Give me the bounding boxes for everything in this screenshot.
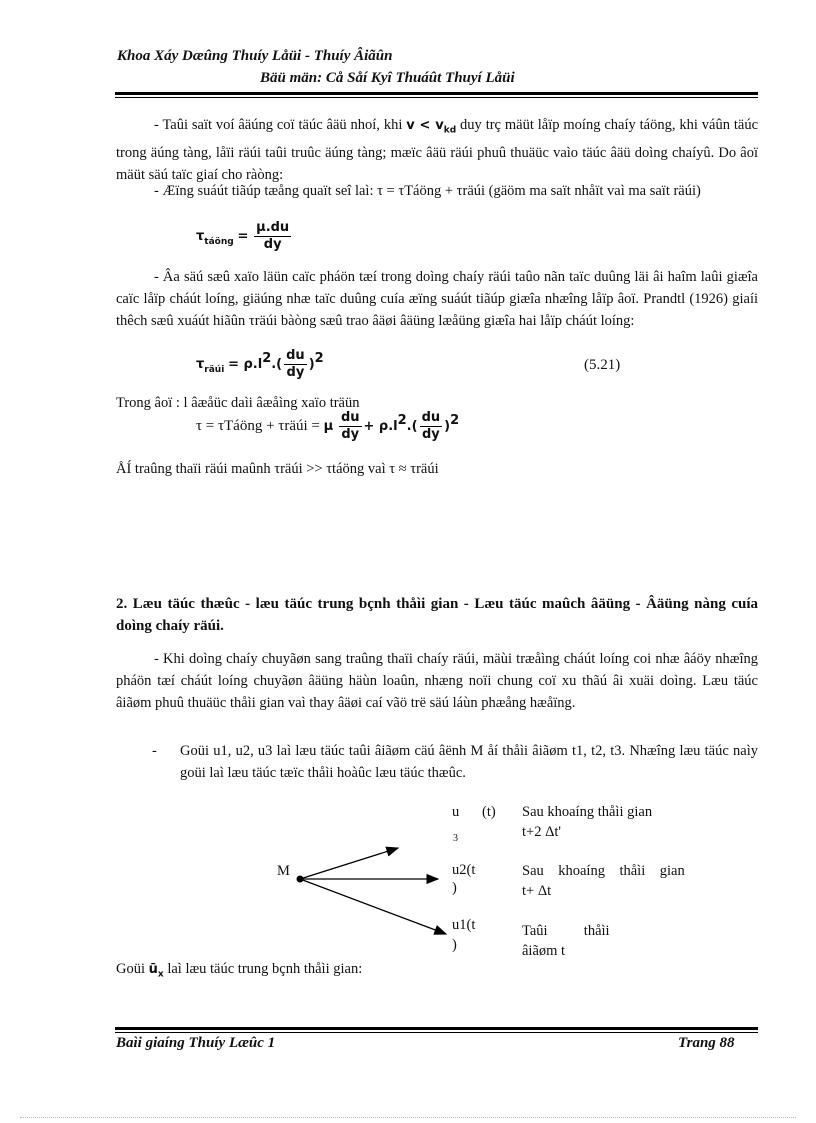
u1-label-close: ): [452, 937, 457, 953]
u3-time: (t): [482, 804, 496, 820]
equation-total-stress: τ = τTáöng + τräúi = μ $\frac{du}{dy}$ + $\rho.l^2$.( $\frac{du}{dy}$ )$^2$: [196, 410, 460, 442]
paragraph-shear-stress: - Æïng suáút tiãúp tæång quaït seî laì: τ = τTáöng + τräúi (gäöm ma saït nhåït vaì ma saït räúi): [154, 183, 701, 199]
tau-turbulent-symbol: τräúi: [248, 313, 278, 329]
paragraph-instant-velocity: - Goüi u1, u2, u3 laì læu täúc taûi âiãøm cäú âënh M åí thåìi âiãøm t1, t2, t3. Nhæîng læu täúc naìy goüi laì læu täúc tæïc thåìi hoàûc læu täúc thæûc.: [152, 743, 758, 781]
line-mean-velocity: Goüi $ū_x$ laì læu täúc trung bçnh thåìi gian:: [116, 961, 363, 980]
paragraph-turbulent-flow: - Khi doìng chaíy chuyãøn sang traûng thaïi chaíy räúi, mäùi træåìng cháút loíng coi nhæ âáöy nhæîng pháön tæí cháút loíng chuyãøn âäüng häùn loaûn, nhæng noïi chung coï xu thãú âi xuäi doìng. Læu täúc âiãøm phuû thuäüc thåìi gian vaì thay âäøi caí vãö trë säú láùn phæång hæåïng.: [116, 651, 758, 711]
u2-description-line1: Sau khoaíng thåìi gian: [522, 863, 685, 879]
u3-subscript: 3: [453, 833, 458, 844]
paragraph-prandtl: - Âa säú sæû xaïo läün caïc pháön tæí trong doìng chaíy räúi taûo nãn taïc duûng läi âi haîm laûi giæîa caïc låïp cháút loíng, giäúng nhæ taïc duûng cuía æïng suáút tiãúp giæîa nhæîng låïp âoï. Prandtl (1926) giaíi thêch sæû xuáút hiãûn τräúi bàòng sæû trao âäøi âäüng læåüng giæîa hai låïp cháút loíng:: [116, 269, 758, 329]
u1-description-line2: âiãøm t: [522, 943, 566, 959]
equation-laminar-stress: $\tau_{táöng}$ = $\frac{\mu.du}{dy}$: [196, 220, 290, 252]
footer-page-number: Trang 88: [678, 1035, 735, 1051]
section-heading: 2. Læu täúc thæûc - læu täúc trung bçnh thåìi gian - Læu täúc maûch âäüng - Âäüng nàng cuía doìng chaíy räúi.: [116, 596, 758, 634]
u2-label-close: ): [452, 880, 457, 896]
equation-turbulent-stress: $\tau_{räúi} = \rho.l^2$.( $\frac{du}{dy}$ )$^2$: [196, 348, 324, 380]
point-m-dot: [297, 876, 304, 883]
footer-course-title: Baìi giaíng Thuíy Læûc 1: [116, 1035, 276, 1051]
mean-velocity-symbol: $ū_x$: [148, 962, 164, 980]
u1-description-line1: Taûi thåìi: [522, 923, 610, 939]
u3-description-line2: t+2 Δt': [522, 824, 562, 840]
vector-u1: [300, 879, 446, 934]
page-bottom-dotted-border: [20, 1117, 796, 1118]
u1-label: u1(t: [452, 917, 476, 933]
shear-formula: τ = τTáöng + τräúi: [377, 183, 486, 199]
line-mixing-length: Trong âoï : l âæåüc daìi âæåìng xaïo träün: [116, 395, 360, 411]
point-m-label: M: [277, 863, 290, 879]
velocity-condition: $v < v_{kd}$: [406, 118, 457, 136]
line-strong-turbulence: ÅÍ traûng thaïi räúi maûnh τräúi >> τtáöng vaì τ ≈ τräúi: [116, 461, 439, 477]
u2-description-line2: t+ Δt: [522, 883, 552, 899]
footer-rule-thick: [115, 1027, 758, 1030]
u2-label: u2(t: [452, 862, 476, 878]
equation-number: (5.21): [584, 357, 621, 373]
u3-label: u: [452, 804, 460, 820]
header-department: Bäü män: Cå Såí Kyî Thuáût Thuyí Låüi: [260, 70, 515, 86]
footer-rule-thin: [115, 1032, 758, 1033]
u3-description-line1: Sau khoaíng thåìi gian: [522, 804, 653, 820]
vector-u3: [300, 848, 398, 879]
paragraph-laminar-sublayer: - Taûi saït voí âäúng coï täúc âäü nhoí, khi $v < v_{kd}$ duy trç mäüt låïp moíng chaíy táöng, khi váûn täúc trong äúng tàng, låïi räúi taûi truûc äúng tàng; mæïc âäü räúi phuû thuäüc vaìo täúc âäü doìng chaíyû. Do âoï mäüt säú taïc giaí cho ràòng:: [116, 117, 759, 183]
header-faculty: Khoa Xáy Dæûng Thuíy Låüi - Thuíy Âiãûn: [117, 48, 393, 64]
